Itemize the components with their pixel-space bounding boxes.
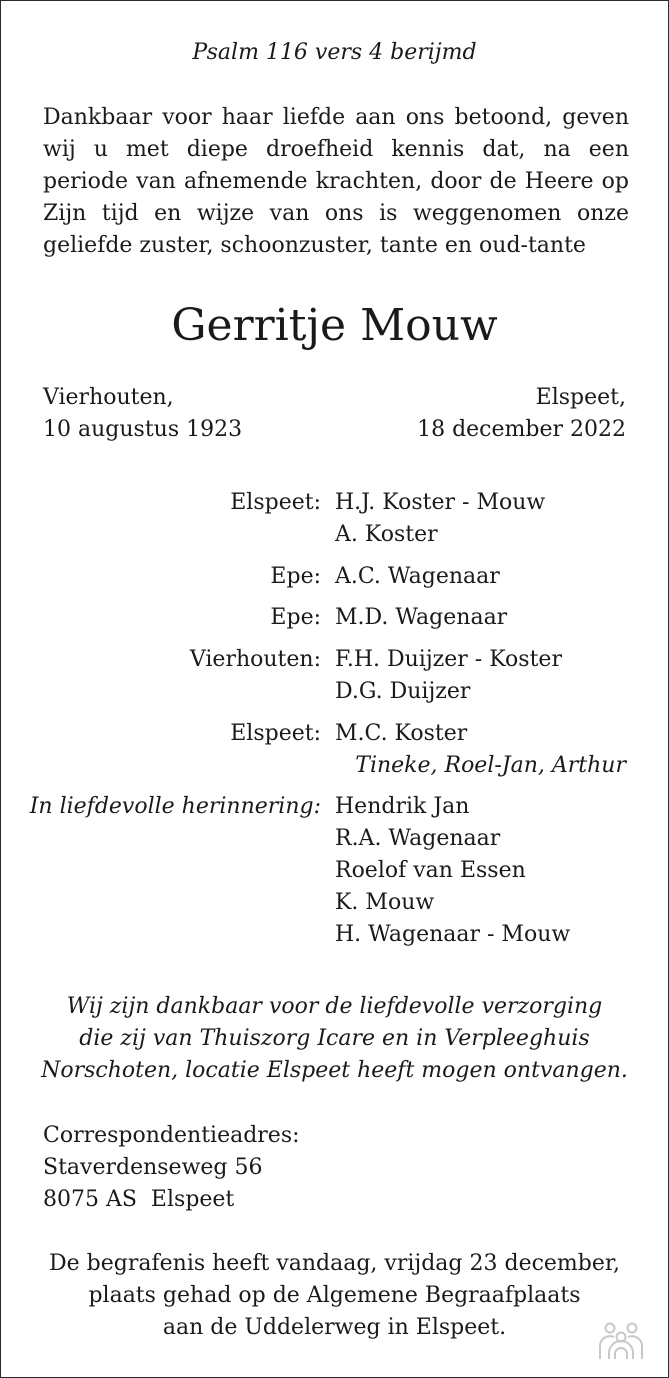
relative-name: M.D. Wagenaar — [335, 605, 508, 630]
thanks-line: Norschoten, locatie Elspeet heeft mogen ontvangen. — [41, 1058, 628, 1083]
correspondence-address — [43, 1120, 300, 1216]
relative-name: M.C. Koster — [335, 721, 468, 746]
relative-name: Hendrik Jan — [335, 794, 470, 819]
funeral-line: aan de Uddelerweg in Elspeet. — [162, 1315, 507, 1340]
relative-name: R.A. Wagenaar — [335, 826, 501, 851]
thanks-line: die zij van Thuiszorg Icare en in Verpleeghuis — [79, 1026, 590, 1051]
death-block — [417, 382, 626, 446]
relative-place-label: Vierhouten: — [189, 647, 321, 672]
birth-date: 10 augustus 1923 — [43, 417, 243, 442]
correspondence-label: Correspondentieadres: — [43, 1123, 300, 1148]
memory-label: In liefdevolle herinnering: — [29, 794, 321, 819]
death-date: 18 december 2022 — [417, 417, 626, 442]
relative-name: K. Mouw — [335, 890, 435, 915]
relative-children: Tineke, Roel-Jan, Arthur — [355, 753, 626, 778]
relative-place-label: Epe: — [270, 605, 321, 630]
intro-text: Dankbaar voor haar liefde aan ons betoond, geven wij u met diepe droefheid kennis dat, na een periode van afnemende krachten, door de Heere op Zijn tijd en wijze van ons is weggenomen onze geliefde zuster, schoonzuster, tante en oud-tante — [43, 105, 629, 258]
epigraph: Psalm 116 vers 4 berijmd — [192, 40, 477, 65]
relative-place-label: Epe: — [270, 564, 321, 589]
relative-name: F.H. Duijzer - Koster — [335, 647, 562, 672]
relative-name: H. Wagenaar - Mouw — [335, 922, 571, 947]
thanks-line: Wij zijn dankbaar voor de liefdevolle verzorging — [66, 994, 603, 1019]
funeral-line: plaats gehad op de Algemene Begraafplaats — [88, 1283, 581, 1308]
funeral-notice — [1, 1248, 668, 1344]
people-group-icon — [596, 1321, 646, 1361]
correspondence-city: 8075 AS Elspeet — [43, 1187, 235, 1212]
death-place: Elspeet, — [535, 385, 626, 410]
relative-name: A.C. Wagenaar — [335, 564, 500, 589]
funeral-line: De begrafenis heeft vandaag, vrijdag 23 december, — [49, 1251, 620, 1276]
relative-name: A. Koster — [335, 522, 438, 547]
correspondence-street: Staverdenseweg 56 — [43, 1155, 263, 1180]
birth-block — [43, 382, 242, 446]
birth-place: Vierhouten, — [43, 385, 174, 410]
thanks-text — [1, 991, 668, 1087]
relative-place-label: Elspeet: — [230, 721, 321, 746]
relative-name: Roelof van Essen — [335, 858, 526, 883]
relative-place-label: Elspeet: — [230, 490, 321, 515]
relative-name: H.J. Koster - Mouw — [335, 490, 546, 515]
relative-name: D.G. Duijzer — [335, 679, 471, 704]
deceased-name: Gerritje Mouw — [171, 300, 498, 351]
